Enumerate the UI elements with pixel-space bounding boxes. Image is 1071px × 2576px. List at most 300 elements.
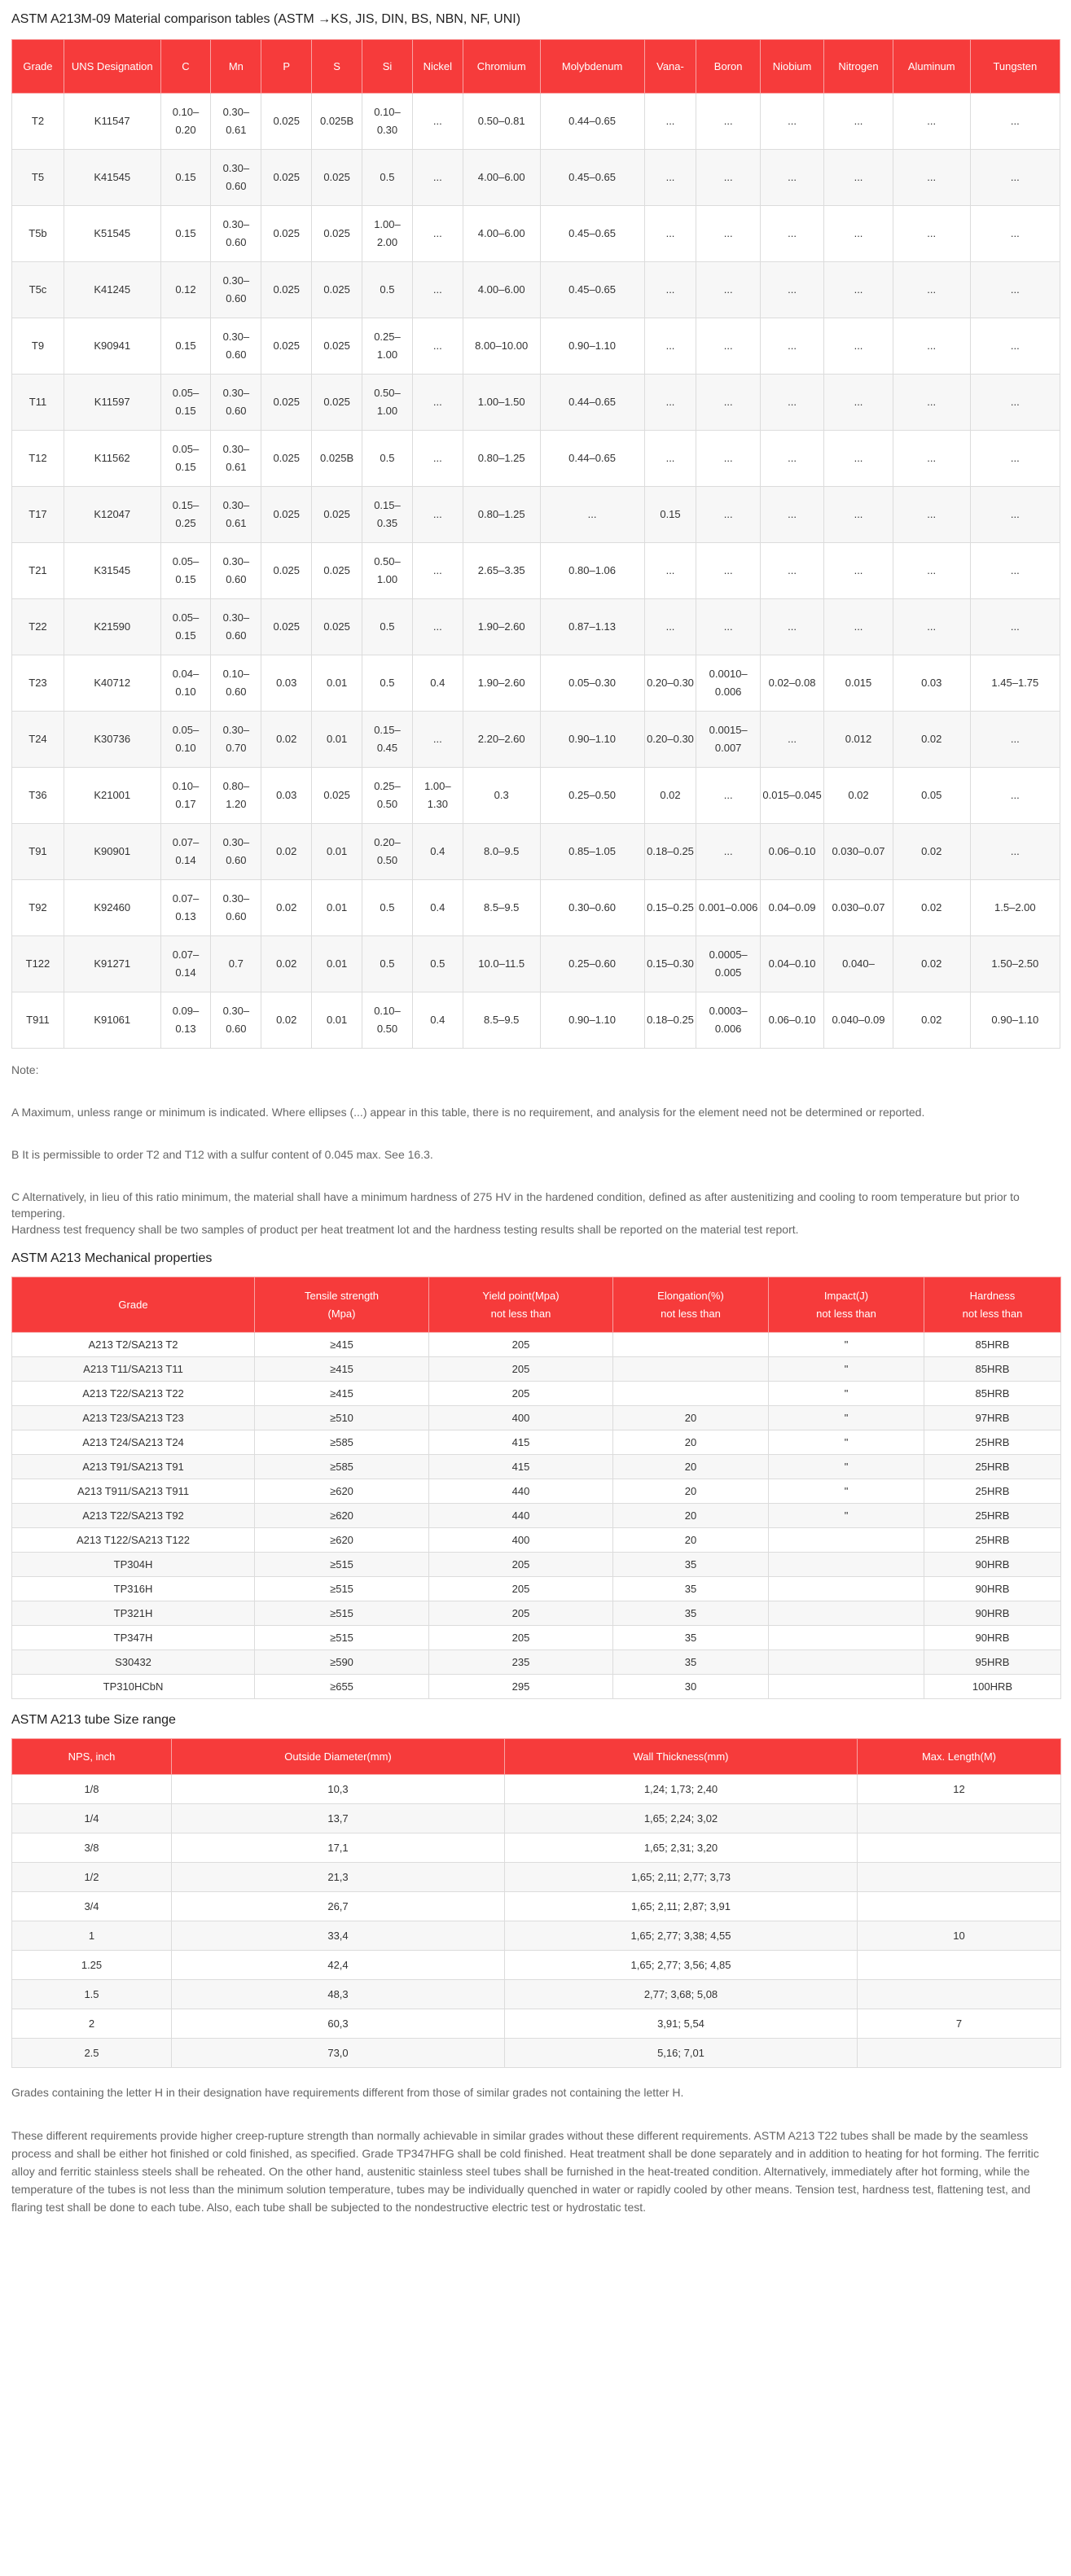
table-cell: ≥620 [255,1504,429,1528]
table-cell: K51545 [64,206,160,262]
table-cell: 205 [429,1333,613,1357]
table-cell: " [769,1333,924,1357]
table-cell: 0.025 [261,94,312,150]
table-cell: 0.012 [824,712,893,768]
table-row [12,1951,1061,1980]
table-cell: ... [824,431,893,487]
table-cell: 0.15–0.25 [644,880,696,936]
composition-table-header-row [12,40,1060,94]
table-cell: 0.90–1.10 [540,992,644,1049]
table-cell: ≥515 [255,1553,429,1577]
table-cell: ... [644,318,696,375]
table-cell: ... [760,375,823,431]
table-cell [613,1382,769,1406]
table-cell: 1.50–2.50 [970,936,1060,992]
table-cell: 0.44–0.65 [540,431,644,487]
table-cell: 1.90–2.60 [463,655,540,712]
table-cell: 0.025 [261,543,312,599]
table-cell: 0.30–0.60 [540,880,644,936]
size-col-header: Max. Length(M) [858,1739,1061,1775]
table-cell: 2.5 [12,2039,172,2068]
table-cell: 0.50–1.00 [362,375,413,431]
note-c: C Alternatively, in lieu of this ratio minimum, the material shall have a minimum hardness of 275 HV in the hardened condition, defined as after austenitizing and cooling to room temperature but prior to tempering. [11,1190,1020,1220]
table-cell: A213 T91/SA213 T91 [12,1455,255,1479]
table-cell: 0.25–0.50 [540,768,644,824]
table-cell: 33,4 [172,1921,505,1951]
table-cell: 1,65; 2,31; 3,20 [505,1833,858,1863]
table-cell: 440 [429,1504,613,1528]
table-cell: 0.45–0.65 [540,150,644,206]
table-cell: 0.0005–0.005 [696,936,760,992]
table-cell: 0.44–0.65 [540,375,644,431]
table-cell: K31545 [64,543,160,599]
table-cell: 35 [613,1553,769,1577]
table-cell: 0.025 [312,206,362,262]
table-cell: 0.5 [412,936,463,992]
table-cell: T911 [12,992,64,1049]
table-row [12,2009,1061,2039]
table-cell: 0.07–0.13 [160,880,211,936]
table-cell: 0.5 [362,599,413,655]
table-cell: ... [412,543,463,599]
table-row [12,94,1060,150]
table-cell: ≥585 [255,1430,429,1455]
composition-col-header: S [312,40,362,94]
table-row [12,1479,1061,1504]
mechanical-col-header [255,1277,429,1333]
table-row [12,206,1060,262]
table-cell: 35 [613,1577,769,1601]
table-cell: 0.040– [824,936,893,992]
table-cell: T36 [12,768,64,824]
table-cell [613,1357,769,1382]
table-cell: 0.025B [312,94,362,150]
table-cell: ≥415 [255,1382,429,1406]
table-cell: 10,3 [172,1775,505,1804]
table-cell: ≥515 [255,1601,429,1626]
table-cell: ... [760,487,823,543]
header-line-1: Yield point(Mpa) [482,1289,560,1302]
composition-col-header: Molybdenum [540,40,644,94]
table-cell: 0.30–0.60 [211,880,261,936]
table-cell: 0.4 [412,824,463,880]
table-cell: ... [696,206,760,262]
composition-col-header: UNS Designation [64,40,160,94]
table-cell: 0.025 [312,599,362,655]
table-cell: 0.09–0.13 [160,992,211,1049]
header-line-1: Impact(J) [823,1289,869,1302]
table-cell: 20 [613,1455,769,1479]
table-cell: ... [412,375,463,431]
table-cell: 0.02 [261,824,312,880]
table-cell: T5c [12,262,64,318]
table-cell: 1.25 [12,1951,172,1980]
header-line-1: Grade [118,1298,148,1311]
table-cell: ≥620 [255,1479,429,1504]
composition-col-header: Nickel [412,40,463,94]
table-cell: 12 [858,1775,1061,1804]
table-cell: ... [644,431,696,487]
table-row [12,262,1060,318]
composition-col-header: Niobium [760,40,823,94]
table-cell: K11547 [64,94,160,150]
table-cell: T122 [12,936,64,992]
table-cell: 0.20–0.50 [362,824,413,880]
table-cell: 0.0003–0.006 [696,992,760,1049]
table-cell: 42,4 [172,1951,505,1980]
table-cell: ... [893,431,970,487]
table-cell: ≥415 [255,1333,429,1357]
table-cell: ... [540,487,644,543]
table-cell: 0.03 [893,655,970,712]
table-cell: ... [893,318,970,375]
table-cell: 0.45–0.65 [540,262,644,318]
header-line-1: Elongation(%) [657,1289,724,1302]
table-row [12,599,1060,655]
note-d: Hardness test frequency shall be two samples of product per heat treatment lot and the hardness testing results shall be reported on the material test report. [11,1223,799,1236]
table-cell: 90HRB [924,1601,1061,1626]
table-row [12,1553,1061,1577]
table-cell: 205 [429,1357,613,1382]
table-cell: 0.44–0.65 [540,94,644,150]
table-cell: 10 [858,1921,1061,1951]
table-cell: 0.15–0.25 [160,487,211,543]
table-row [12,1921,1061,1951]
table-cell: ... [970,768,1060,824]
table-cell [858,1951,1061,1980]
table-cell: 8.00–10.00 [463,318,540,375]
table-cell: 0.30–0.60 [211,206,261,262]
table-cell: 400 [429,1406,613,1430]
table-cell: ... [824,543,893,599]
table-cell: 0.015–0.045 [760,768,823,824]
table-cell: 0.20–0.30 [644,712,696,768]
table-cell: 1/8 [12,1775,172,1804]
table-cell: 48,3 [172,1980,505,2009]
table-cell: 0.02 [261,712,312,768]
table-cell: " [769,1455,924,1479]
table-cell: 440 [429,1479,613,1504]
table-cell: TP304H [12,1553,255,1577]
table-cell: K40712 [64,655,160,712]
composition-col-header: Aluminum [893,40,970,94]
table-cell: T9 [12,318,64,375]
table-cell: 85HRB [924,1357,1061,1382]
table-cell [858,2039,1061,2068]
table-cell: K21001 [64,768,160,824]
table-cell: T5b [12,206,64,262]
table-cell: 0.025 [261,487,312,543]
table-cell: 0.90–1.10 [970,992,1060,1049]
table-cell: " [769,1430,924,1455]
table-cell: 0.30–0.70 [211,712,261,768]
table-cell: ... [970,487,1060,543]
table-row [12,992,1060,1049]
table-cell: 0.90–1.10 [540,318,644,375]
table-cell: ... [970,206,1060,262]
table-cell: 0.040–0.09 [824,992,893,1049]
table-cell: 0.025 [261,206,312,262]
table-cell: 0.85–1.05 [540,824,644,880]
table-cell [769,1626,924,1650]
table-cell: T24 [12,712,64,768]
table-cell: K92460 [64,880,160,936]
table-row [12,1455,1061,1479]
table-cell: 0.025 [312,768,362,824]
table-cell: 0.02 [893,712,970,768]
mechanical-properties-table [11,1277,1061,1699]
table-cell: 0.015 [824,655,893,712]
size-range-table [11,1738,1061,2068]
table-cell: 0.01 [312,880,362,936]
table-cell: 0.02 [261,880,312,936]
table-cell: ... [824,599,893,655]
table-cell: T17 [12,487,64,543]
table-cell: T22 [12,599,64,655]
table-cell: ... [893,543,970,599]
table-cell: 1.00–1.30 [412,768,463,824]
table-cell: 0.50–1.00 [362,543,413,599]
table-cell: 0.02 [261,992,312,1049]
table-cell: 0.15 [160,206,211,262]
table-cell: 3/4 [12,1892,172,1921]
table-cell: 25HRB [924,1430,1061,1455]
table-cell: 0.15–0.30 [644,936,696,992]
table-cell: 20 [613,1406,769,1430]
table-row [12,768,1060,824]
mechanical-table-header-row [12,1277,1061,1333]
table-cell: 8.0–9.5 [463,824,540,880]
table-cell: K41245 [64,262,160,318]
table-cell: 0.30–0.60 [211,599,261,655]
table-cell: K30736 [64,712,160,768]
table-cell: K90941 [64,318,160,375]
table-cell: 0.001–0.006 [696,880,760,936]
table-cell: 0.025 [261,262,312,318]
table-cell: ... [970,824,1060,880]
table-cell: 10.0–11.5 [463,936,540,992]
table-row [12,712,1060,768]
composition-col-header: Tungsten [970,40,1060,94]
table-cell: 1.00–1.50 [463,375,540,431]
mechanical-col-header [769,1277,924,1333]
table-cell: A213 T11/SA213 T11 [12,1357,255,1382]
composition-table-title: ASTM A213M-09 Material comparison tables (ASTM →KS, JIS, DIN, BS, NBN, NF, UNI) [11,12,521,26]
table-cell: 0.30–0.60 [211,318,261,375]
table-cell: 21,3 [172,1863,505,1892]
table-cell: ... [893,487,970,543]
table-cell: ≥415 [255,1357,429,1382]
table-cell: 0.02–0.08 [760,655,823,712]
table-cell: 5,16; 7,01 [505,2039,858,2068]
composition-col-header: P [261,40,312,94]
header-line-1: Hardness [969,1289,1016,1302]
table-cell: 0.025 [261,599,312,655]
table-cell [769,1577,924,1601]
table-cell: 0.80–1.06 [540,543,644,599]
table-cell: TP321H [12,1601,255,1626]
table-cell: 0.3 [463,768,540,824]
table-cell: TP310HCbN [12,1675,255,1699]
table-cell: 85HRB [924,1382,1061,1406]
table-cell: ... [696,768,760,824]
table-cell: 25HRB [924,1455,1061,1479]
table-cell: 1,65; 2,24; 3,02 [505,1804,858,1833]
table-cell: A213 T911/SA213 T911 [12,1479,255,1504]
table-cell: 0.02 [893,824,970,880]
table-cell: ... [644,543,696,599]
table-cell: 0.7 [211,936,261,992]
table-cell: 4.00–6.00 [463,262,540,318]
size-range-table-title: ASTM A213 tube Size range [11,1713,176,1727]
table-cell: 0.12 [160,262,211,318]
table-row [12,1357,1061,1382]
table-cell: ... [760,262,823,318]
table-cell: 0.5 [362,936,413,992]
table-cell: 0.18–0.25 [644,992,696,1049]
table-cell: 1,65; 2,77; 3,38; 4,55 [505,1921,858,1951]
table-cell: ... [412,599,463,655]
table-cell: 0.5 [362,655,413,712]
table-cell: ... [412,262,463,318]
table-cell: 0.06–0.10 [760,992,823,1049]
table-cell: ... [696,318,760,375]
table-cell: 3/8 [12,1833,172,1863]
table-cell: 295 [429,1675,613,1699]
table-cell: 0.05–0.15 [160,431,211,487]
table-cell: 4.00–6.00 [463,206,540,262]
table-cell: 1/2 [12,1863,172,1892]
table-cell: 0.01 [312,992,362,1049]
table-cell: 0.01 [312,824,362,880]
table-cell: 415 [429,1455,613,1479]
table-cell: ... [412,487,463,543]
table-cell: 1,65; 2,77; 3,56; 4,85 [505,1951,858,1980]
table-cell: 0.04–0.10 [160,655,211,712]
table-cell: 0.80–1.25 [463,431,540,487]
table-cell: ... [644,150,696,206]
table-cell: 0.30–0.61 [211,431,261,487]
table-cell: ... [760,94,823,150]
table-cell: T5 [12,150,64,206]
table-cell: 30 [613,1675,769,1699]
table-cell: 0.30–0.61 [211,487,261,543]
table-cell: 1,65; 2,11; 2,87; 3,91 [505,1892,858,1921]
table-cell: 2 [12,2009,172,2039]
table-cell: 0.030–0.07 [824,880,893,936]
table-cell: A213 T22/SA213 T92 [12,1504,255,1528]
table-row [12,880,1060,936]
table-cell: 0.03 [261,655,312,712]
table-cell: 0.30–0.60 [211,992,261,1049]
table-cell: A213 T2/SA213 T2 [12,1333,255,1357]
table-cell: 0.5 [362,880,413,936]
table-cell: 0.30–0.60 [211,375,261,431]
footer-paragraph-1: Grades containing the letter H in their designation have requirements different from those of similar grades not containing the letter H. [11,2086,684,2099]
table-row [12,543,1060,599]
table-cell: 0.07–0.14 [160,936,211,992]
table-cell: 4.00–6.00 [463,150,540,206]
table-cell: 95HRB [924,1650,1061,1675]
table-cell: ≥655 [255,1675,429,1699]
table-row [12,1626,1061,1650]
table-row [12,1430,1061,1455]
table-cell: ... [412,318,463,375]
table-cell: A213 T122/SA213 T122 [12,1528,255,1553]
table-cell: 0.03 [261,768,312,824]
table-cell: 35 [613,1601,769,1626]
table-cell: 0.05 [893,768,970,824]
table-row [12,1775,1061,1804]
table-cell: 0.80–1.20 [211,768,261,824]
table-cell: 0.15–0.45 [362,712,413,768]
table-cell: 0.05–0.10 [160,712,211,768]
table-cell: 0.025 [261,375,312,431]
table-cell: T2 [12,94,64,150]
table-cell: T92 [12,880,64,936]
mechanical-col-header [613,1277,769,1333]
size-col-header: NPS, inch [12,1739,172,1775]
table-cell: ... [824,375,893,431]
table-cell: ... [696,487,760,543]
table-cell: ... [412,150,463,206]
table-cell: 0.50–0.81 [463,94,540,150]
table-cell: 0.25–0.50 [362,768,413,824]
table-cell [769,1650,924,1675]
table-cell: 205 [429,1601,613,1626]
table-cell: 0.20–0.30 [644,655,696,712]
table-cell [769,1601,924,1626]
table-cell: " [769,1479,924,1504]
table-cell: 0.0010–0.006 [696,655,760,712]
table-cell: ... [970,375,1060,431]
table-cell: 1.00–2.00 [362,206,413,262]
table-cell: ... [760,150,823,206]
table-cell: 0.02 [893,936,970,992]
composition-col-header: Chromium [463,40,540,94]
header-line-2: not less than [490,1307,551,1320]
table-cell: 8.5–9.5 [463,992,540,1049]
table-row [12,1863,1061,1892]
table-cell [858,1833,1061,1863]
table-cell: 0.025 [312,543,362,599]
table-cell: ... [412,431,463,487]
table-cell: 0.4 [412,992,463,1049]
table-cell: 0.4 [412,655,463,712]
table-cell: 25HRB [924,1479,1061,1504]
table-cell: 35 [613,1650,769,1675]
table-cell: ... [824,206,893,262]
table-cell: 20 [613,1479,769,1504]
table-cell: " [769,1382,924,1406]
table-cell: 0.10–0.30 [362,94,413,150]
table-cell: 0.07–0.14 [160,824,211,880]
table-cell: 0.30–0.61 [211,94,261,150]
table-cell: 7 [858,2009,1061,2039]
table-cell: 1.45–1.75 [970,655,1060,712]
table-row [12,1406,1061,1430]
table-cell: 0.25–1.00 [362,318,413,375]
table-cell: 235 [429,1650,613,1675]
table-cell: 0.4 [412,880,463,936]
table-cell [613,1333,769,1357]
table-cell: K21590 [64,599,160,655]
table-cell: 2,77; 3,68; 5,08 [505,1980,858,2009]
table-row [12,1601,1061,1626]
mechanical-col-header [12,1277,255,1333]
table-cell: " [769,1504,924,1528]
table-cell: 0.025 [261,318,312,375]
